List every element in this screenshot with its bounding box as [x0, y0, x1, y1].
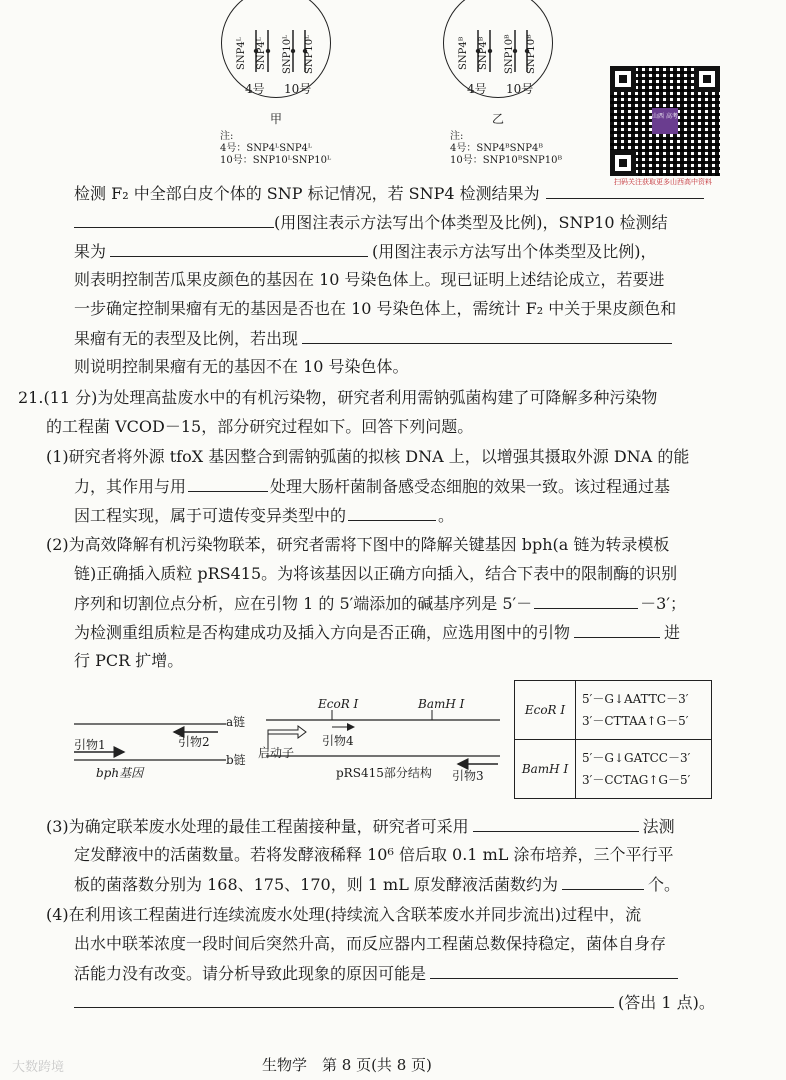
- q21-p2-l2: 链)正确插入质粒 pRS415。为将该基因以正确方向插入，结合下表中的限制酶的识别: [74, 564, 678, 583]
- enzyme-row: [515, 740, 712, 799]
- q21-p2-l5: 行 PCR 扩增。: [74, 651, 184, 670]
- enzyme-table: [514, 680, 712, 799]
- enzyme-seq: 5′－G↓GATCC－3′ 3′－CCTAG↑G－5′: [576, 740, 712, 799]
- q20-line-7: 则说明控制果瘤有无的基因不在 10 号染色体。: [74, 357, 409, 376]
- q20-line-4: 则表明控制苦瓜果皮颜色的基因在 10 号染色体上。现已证明上述结论成立，若要进: [74, 270, 665, 289]
- q21-p2-l4: 为检测重组质粒是否构建成功及插入方向是否正确，应选用图中的引物 进: [74, 623, 681, 642]
- figure-name-jia: 甲: [270, 112, 283, 126]
- q20-line-5: 一步确定控制果瘤有无的基因是否也在 10 号染色体上，需统计 F₂ 中关于果皮颜色和: [74, 299, 677, 318]
- q20-line-2: (用图注表示方法写出个体类型及比例)，SNP10 检测结: [74, 211, 668, 234]
- plasmid-label: pRS415部分结构: [336, 766, 432, 780]
- chrom-10-label: 10号: [506, 82, 534, 96]
- q21-p1-l3: 因工程实现，属于可遗传变异类型中的 。: [74, 506, 455, 525]
- qr-code[interactable]: [610, 66, 720, 176]
- snp-label: SNP10ᴸ: [304, 34, 315, 74]
- enzyme-seq: 5′－G↓AATTC－3′ 3′－CTTAA↑G－5′: [576, 681, 712, 740]
- chrom-10-label: 10号: [284, 82, 312, 96]
- figure-name-yi: 乙: [492, 112, 505, 126]
- enzyme-name: EcoR Ⅰ: [515, 681, 576, 740]
- q21-p4-l3: 活能力没有改变。请分析导致此现象的原因可能是: [74, 962, 678, 985]
- snp-label: SNP10ᴮ: [504, 34, 515, 74]
- q21-stem-2: 的工程菌 VCOD－15，部分研究过程如下。回答下列问题。: [46, 417, 474, 436]
- promoter-label: 启动子: [258, 746, 295, 760]
- q21-p3-l2: 定发酵液中的活菌数量。若将发酵液稀释 10⁶ 倍后取 0.1 mL 涂布培养，三个平行平: [74, 845, 674, 864]
- q21-p3-l1: (3)为确定联苯废水处理的最佳工程菌接种量，研究者可采用 法测: [46, 817, 675, 836]
- page-footer: 生物学 第 8 页(共 8 页): [262, 1056, 432, 1074]
- note-left: 注: 4号：SNP4ᴸSNP4ᴸ 10号：SNP10ᴸSNP10ᴸ: [220, 131, 332, 166]
- q20-line-3: 果为 (用图注表示方法写出个体类型及比例)，: [74, 242, 657, 261]
- q21-p1-l2: 力，其作用与用 处理大肠杆菌制备感受态细胞的效果一致。该过程通过基: [74, 477, 671, 496]
- q21-p2-l1: (2)为高效降解有机污染物联苯，研究者需将下图中的降解关键基因 bph(a 链为转录模板: [46, 535, 670, 554]
- q21-p4-l1: (4)在利用该工程菌进行连续流废水处理(持续流入含联苯废水并同步流出)过程中，流: [46, 905, 642, 924]
- q21-p1-l1: (1)研究者将外源 tfoX 基因整合到需钠弧菌的拟核 DNA 上，以增强其摄取外源 DNA 的能: [46, 447, 690, 466]
- snp-label: SNP10ᴸ: [282, 34, 293, 74]
- primer3-label: 引物3: [452, 769, 484, 783]
- q21-p3-l3: 板的菌落数分别为 168、175、170，则 1 mL 原发酵液活菌数约为 个。: [74, 875, 680, 894]
- b-chain-label: b链: [226, 753, 246, 767]
- primer2-label: 引物2: [178, 735, 210, 749]
- q20-line-1: 检测 F₂ 中全部白皮个体的 SNP 标记情况，若 SNP4 检测结果为: [74, 182, 704, 205]
- a-chain-label: a链: [226, 715, 246, 729]
- snp-label: SNP4ᴮ: [458, 36, 469, 70]
- snp-label: SNP4ᴸ: [236, 37, 247, 70]
- snp-label: SNP10ᴮ: [526, 34, 537, 74]
- enzyme-name: BamH Ⅰ: [515, 740, 576, 799]
- q21-p4-l4: (答出 1 点)。: [74, 991, 715, 1014]
- primer4-label: 引物4: [322, 734, 354, 748]
- bph-gene-label: bph基因: [96, 766, 144, 780]
- chrom-4-label: 4号: [245, 82, 265, 96]
- qr-caption: 扫码关注获取更多山西高中资料: [614, 178, 712, 186]
- qr-logo: 山西 高考: [652, 108, 678, 134]
- watermark: 大数跨境: [12, 1060, 65, 1075]
- note-right: 注: 4号：SNP4ᴮSNP4ᴮ 10号：SNP10ᴮSNP10ᴮ: [450, 131, 563, 166]
- bamhi-site-label: BamH Ⅰ: [418, 697, 465, 711]
- ecori-site-label: EcoR Ⅰ: [318, 697, 359, 711]
- enzyme-row: [515, 681, 712, 740]
- q20-line-6: 果瘤有无的表型及比例，若出现: [74, 327, 672, 350]
- snp-label: SNP4ᴮ: [478, 36, 489, 70]
- q21-p2-l3: 序列和切割位点分析，应在引物 1 的 5′端添加的碱基序列是 5′－ －3′；: [74, 594, 686, 613]
- chrom-4-label: 4号: [467, 82, 487, 96]
- q21-stem-1: 21.(11 分)为处理高盐废水中的有机污染物，研究者利用需钠弧菌构建了可降解多种污染物: [18, 388, 658, 407]
- q21-p4-l2: 出水中联苯浓度一段时间后突然升高，而反应器内工程菌总数保持稳定，菌体自身存: [74, 934, 667, 953]
- snp-label: SNP4ᴸ: [256, 37, 267, 70]
- primer1-label: 引物1: [74, 738, 106, 752]
